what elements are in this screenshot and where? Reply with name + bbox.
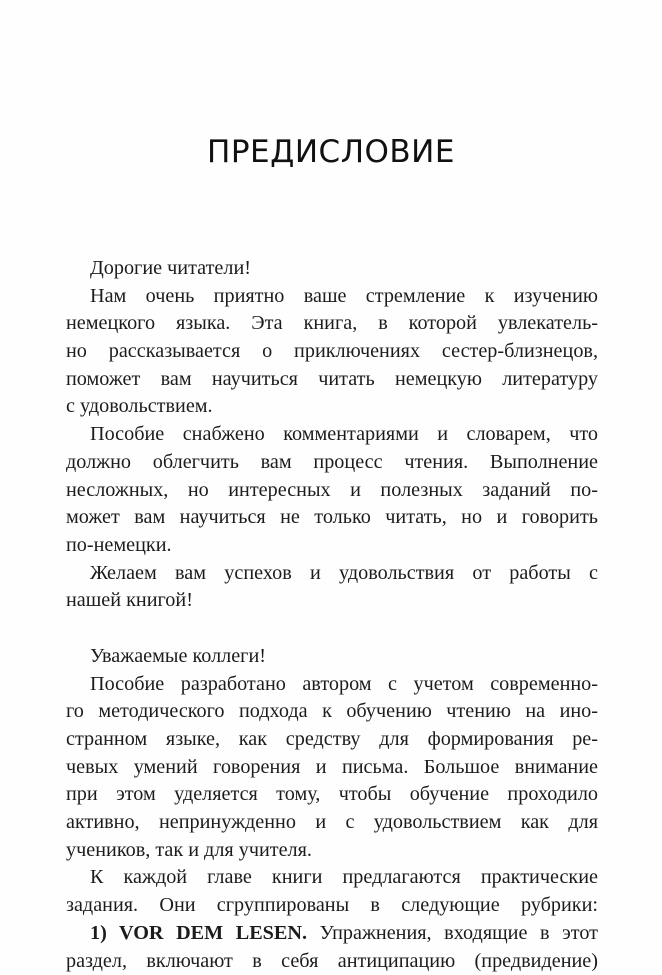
- text-line: по-немецки.: [66, 532, 598, 560]
- page-title: ПРЕДИСЛОВИЕ: [0, 134, 662, 170]
- text-line: Пособие разработано автором с учетом современно-: [66, 671, 598, 699]
- text-line: но рассказывается о приключениях сестер-близнецов,: [66, 338, 598, 366]
- text-line: нашей книгой!: [66, 587, 598, 615]
- text-line: чевых умений говорения и письма. Большое внимание: [66, 754, 598, 782]
- text-line: может вам научиться не только читать, но и говорить: [66, 504, 598, 532]
- greeting-readers: Дорогие читатели!: [66, 255, 598, 283]
- rubric-title: 1) VOR DEM LESEN.: [90, 922, 307, 944]
- text-line: К каждой главе книги предлагаются практические: [66, 864, 598, 892]
- text-line: Пособие снабжено комментариями и словарем, что: [66, 421, 598, 449]
- text-line: при этом уделяется тому, чтобы обучение проходило: [66, 781, 598, 809]
- preface-body: [66, 255, 598, 975]
- text-line: [66, 920, 598, 948]
- text-line: должно облегчить вам процесс чтения. Выполнение: [66, 449, 598, 477]
- text-line: го методического подхода к обучению чтению на ино-: [66, 698, 598, 726]
- greeting-colleagues: Уважаемые коллеги!: [66, 643, 598, 671]
- text-line: Нам очень приятно ваше стремление к изучению: [66, 283, 598, 311]
- text-line: Желаем вам успехов и удовольствия от работы с: [66, 560, 598, 588]
- text-line: несложных, но интересных и полезных заданий по-: [66, 477, 598, 505]
- text-line: раздел, включают в себя антиципацию (предвидение): [66, 948, 598, 975]
- text-line: поможет вам научиться читать немецкую литературу: [66, 366, 598, 394]
- text-line: с удовольствием.: [66, 393, 598, 421]
- section-gap: [66, 615, 598, 643]
- text-line: учеников, так и для учителя.: [66, 837, 598, 865]
- text-line: немецкого языка. Эта книга, в которой увлекатель-: [66, 310, 598, 338]
- rubric-text: Упражнения, входящие в этот: [307, 922, 598, 944]
- text-line: странном языке, как средству для формирования ре-: [66, 726, 598, 754]
- text-line: активно, непринужденно и с удовольствием как для: [66, 809, 598, 837]
- text-line: задания. Они сгруппированы в следующие рубрики:: [66, 892, 598, 920]
